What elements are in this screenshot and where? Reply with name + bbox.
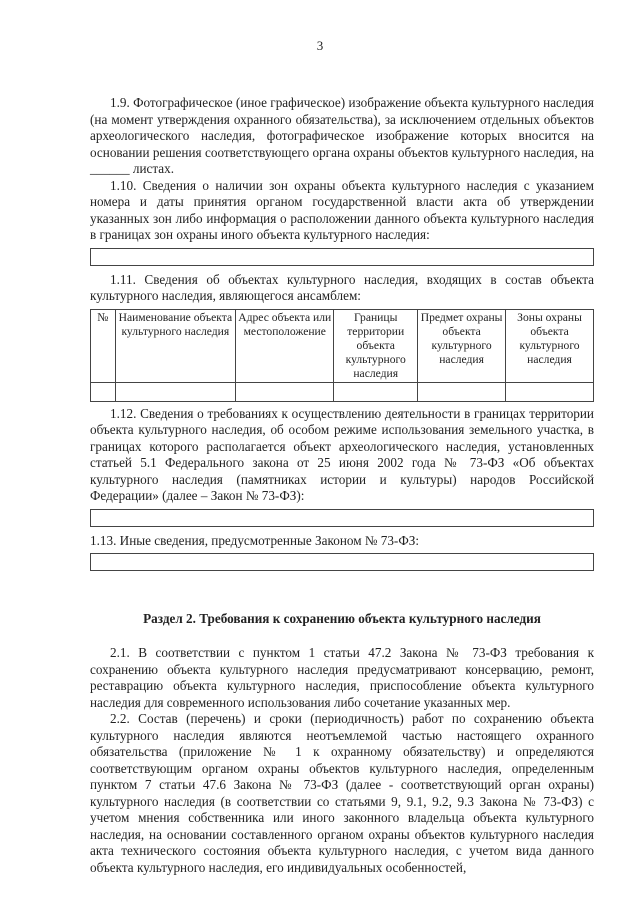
paragraph-2-1: 2.1. В соответствии с пунктом 1 статьи 47.2 Закона № 73-ФЗ требования к сохранению объекта культурного наследия предусматривают консервацию, ремонт, реставрацию объекта культурного наследия, приспособление объекта культурного наследия для современного использования либо сочетание указанных мер. (90, 645, 594, 710)
table-cell[interactable] (115, 382, 236, 401)
page-number: 3 (316, 38, 324, 53)
paragraph-1-13: 1.13. Иные сведения, предусмотренные Законом № 73-ФЗ: (90, 532, 420, 548)
col-header-boundaries: Границы территории объекта культурного наследия (334, 309, 418, 382)
document-body (90, 95, 594, 876)
col-header-address: Адрес объекта или местоположение (236, 309, 334, 382)
paragraph-1-11: 1.11. Сведения об объектах культурного наследия, входящих в состав объекта культурного наследия, являющегося ансамблем: (90, 271, 594, 303)
table-header-row (91, 309, 594, 382)
ensemble-objects-table (90, 309, 594, 402)
requirements-info-field[interactable] (90, 509, 594, 527)
table-cell[interactable] (91, 382, 116, 401)
paragraph-1-10: 1.10. Сведения о наличии зон охраны объекта культурного наследия с указанием номера и даты принятия органом государственной власти акта об утверждении указанных зон либо информация о расположении данного объекта культурного наследия в границах зон охраны иного объекта культурного наследия: (90, 177, 594, 242)
paragraph-1-12: 1.12. Сведения о требованиях к осуществлению деятельности в границах территории объекта культурного наследия, об особом режиме использования земельного участка, в границах которого располагается объект археологического наследия, установленных статьей 5.1 Федерального закона от 25 июня 2002 года № 73-ФЗ «Об объектах культурного наследия (памятниках истории и культуры) народов Российской Федерации» (далее – Закон № 73-ФЗ): (90, 405, 594, 503)
table-cell[interactable] (506, 382, 594, 401)
table-cell[interactable] (418, 382, 506, 401)
table-cell[interactable] (236, 382, 334, 401)
col-header-protection-zones: Зоны охраны объекта культурного наследия (506, 309, 594, 382)
col-header-number: № (91, 309, 116, 382)
table-cell[interactable] (334, 382, 418, 401)
zones-info-field[interactable] (90, 248, 594, 266)
paragraph-2-2: 2.2. Состав (перечень) и сроки (периодичность) работ по сохранению объекта культурного наследия являются неотъемлемой частью настоящего охранного обязательства (приложение № 1 к охранному обязательству) и определяются соответствующим органом охраны объектов культурного наследия, определенным пунктом 7 статьи 47.6 Закона № 73-ФЗ (далее - соответствующий орган охраны) культурного наследия (в соответствии со статьями 9, 9.1, 9.2, 9.3 Закона № 73-ФЗ) с учетом мнения собственника или иного законного владельца объекта культурного наследия, на основании составленного органом охраны объектов культурного наследия акта технического состояния объекта культурного наследия, с учетом вида данного объекта культурного наследия, его индивидуальных особенностей, (90, 711, 594, 875)
other-info-field[interactable] (90, 553, 594, 571)
paragraph-1-9: 1.9. Фотографическое (иное графическое) изображение объекта культурного наследия (на момент утверждения охранного обязательства), за исключением отдельных объектов археологического наследия, фотографическое изображение которых вносится на основании решения соответствующего органа охраны объектов культурного наследия, на ______ листах. (90, 95, 594, 176)
col-header-name: Наименование объекта культурного наследия (115, 309, 236, 382)
section-2-title: Раздел 2. Требования к сохранению объекта культурного наследия (143, 611, 541, 626)
table-row (91, 382, 594, 401)
col-header-protection-subject: Предмет охраны объекта культурного наследия (418, 309, 506, 382)
